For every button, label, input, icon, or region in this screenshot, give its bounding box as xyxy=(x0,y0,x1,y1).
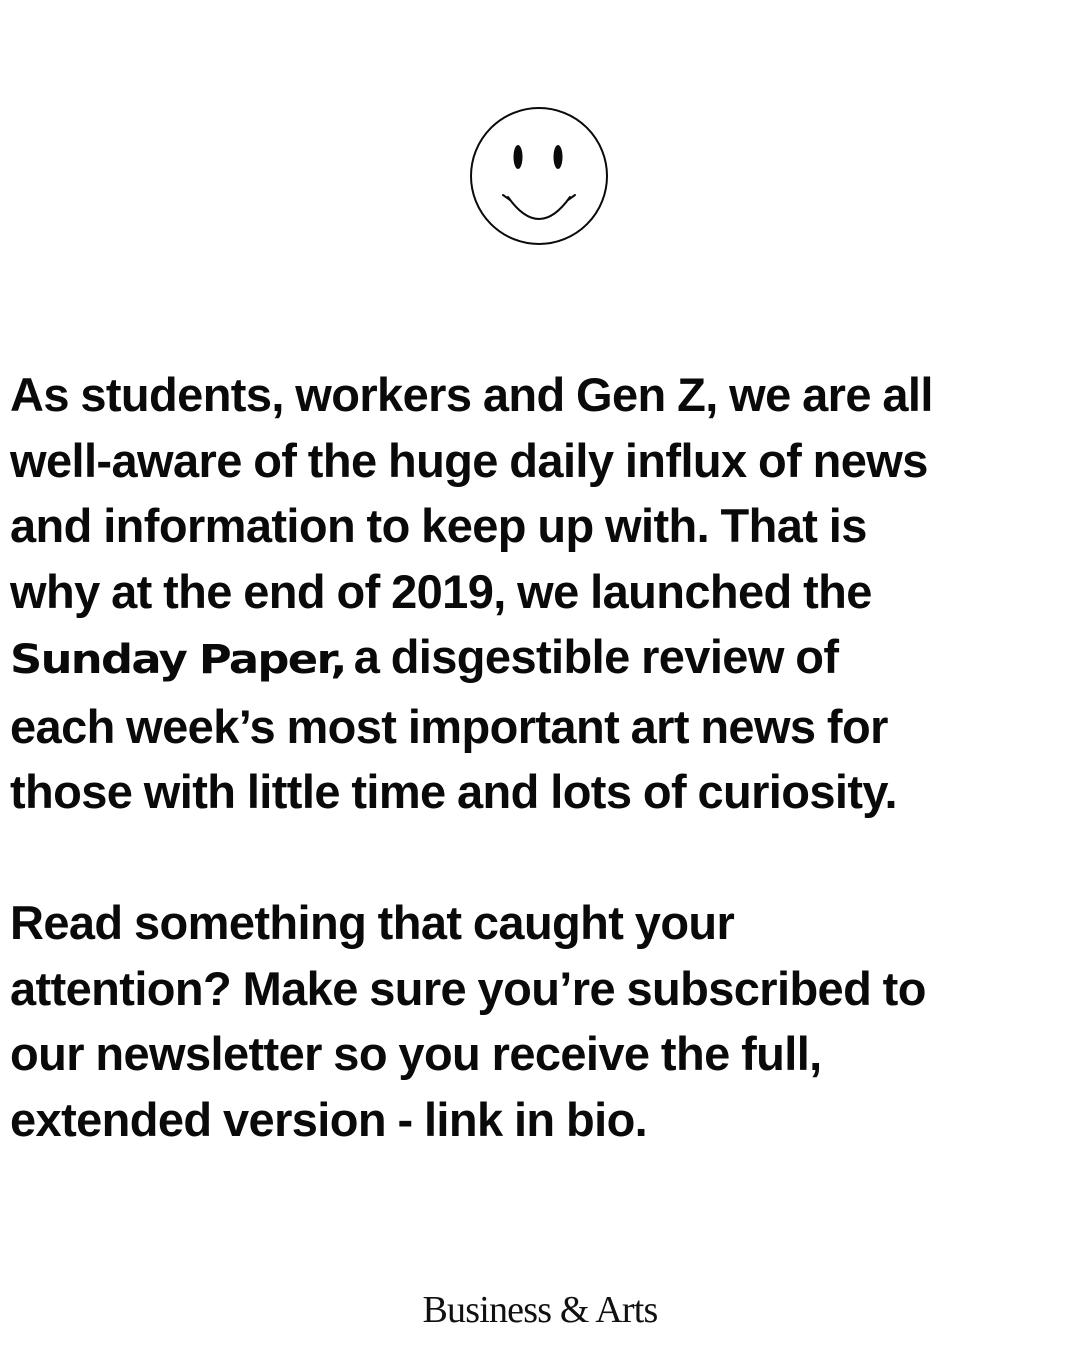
paragraph1-line2: well-aware of the huge daily influx of news xyxy=(10,433,928,487)
paragraph1-line1: As students, workers and Gen Z, we are all xyxy=(10,368,933,421)
paragraph2-line3: our newsletter so you receive the full, xyxy=(10,1027,822,1080)
paragraph2-line4: extended version - link in bio. xyxy=(10,1092,648,1146)
paragraph2-line2: attention? Make sure you’re subscribed to xyxy=(10,961,926,1015)
paragraph-gap xyxy=(10,825,1070,891)
paragraph1-line6: each week’s most important art news for xyxy=(10,699,888,753)
paragraph1-line5-rest: a disgestible review of xyxy=(353,630,839,683)
paragraph2-line1: Read something that caught your xyxy=(10,896,735,949)
paragraph1-line5 xyxy=(10,624,1070,694)
sunday-paper-brand-name: Sunday Paper, xyxy=(10,637,346,683)
paragraph1-line3: and information to keep up with. That is xyxy=(10,499,867,552)
body-copy xyxy=(10,362,1070,1152)
business-and-arts-logo: Business & Arts xyxy=(422,1289,658,1331)
smiley-face-icon xyxy=(468,105,610,247)
paragraph1-line4: why at the end of 2019, we launched the xyxy=(10,564,872,618)
paragraph1-line7: those with little time and lots of curiosity. xyxy=(10,765,897,818)
